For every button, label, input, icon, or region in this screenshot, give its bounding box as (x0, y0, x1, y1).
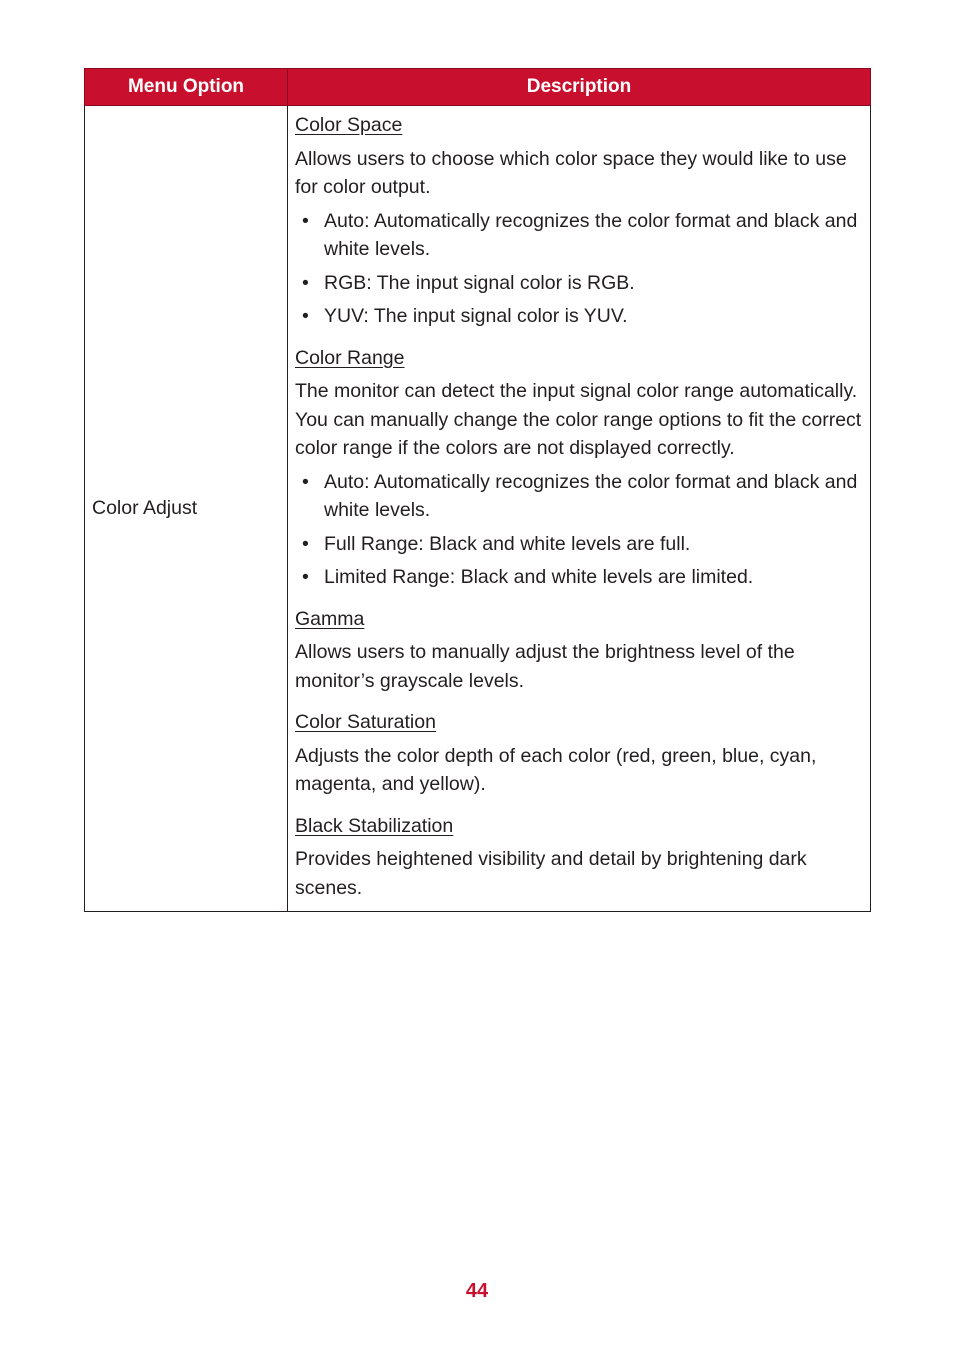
bullet-list (295, 468, 864, 592)
section-title: Color Range (295, 346, 405, 369)
menu-option-cell: Color Adjust (85, 106, 288, 912)
header-menu-option: Menu Option (85, 69, 288, 106)
section-title: Color Space (295, 114, 403, 136)
list-item: • Limited Range: Black and white levels are limited. (302, 563, 864, 592)
list-item: • YUV: The input signal color is YUV. (302, 302, 864, 331)
section-text: The monitor can detect the input signal color range automatically. You can manually change the color range options to fit the correct color range if the colors are not displayed correctly. (295, 380, 862, 459)
section-text: Allows users to manually adjust the brightness level of the monitor’s grayscale levels. (295, 641, 795, 692)
list-item: • Auto: Automatically recognizes the color format and black and white levels. (302, 468, 864, 525)
bullet-list (295, 207, 864, 331)
table-row (85, 106, 871, 912)
section-text: Adjusts the color depth of each color (red, green, blue, cyan, magenta, and yellow). (295, 744, 817, 795)
section-text: Allows users to choose which color space they would like to use for color output. (295, 147, 847, 198)
section-color-range (295, 344, 864, 592)
section-title: Black Stabilization (295, 814, 454, 837)
list-item: • Full Range: Black and white levels are full. (302, 530, 864, 559)
section-color-saturation (295, 708, 864, 799)
menu-option-table (84, 68, 871, 912)
list-item: • RGB: The input signal color is RGB. (302, 269, 864, 298)
section-title: Color Saturation (295, 711, 436, 733)
section-black-stabilization (295, 812, 864, 903)
description-cell (288, 106, 871, 912)
table-header-row (85, 69, 871, 106)
section-title: Gamma (295, 607, 365, 630)
list-item: • Auto: Automatically recognizes the color format and black and white levels. (302, 207, 864, 264)
section-color-space (295, 111, 864, 331)
section-gamma (295, 605, 864, 696)
header-description: Description (288, 69, 871, 106)
section-text: Provides heightened visibility and detail by brightening dark scenes. (295, 848, 807, 899)
page-number: 44 (465, 1280, 489, 1302)
